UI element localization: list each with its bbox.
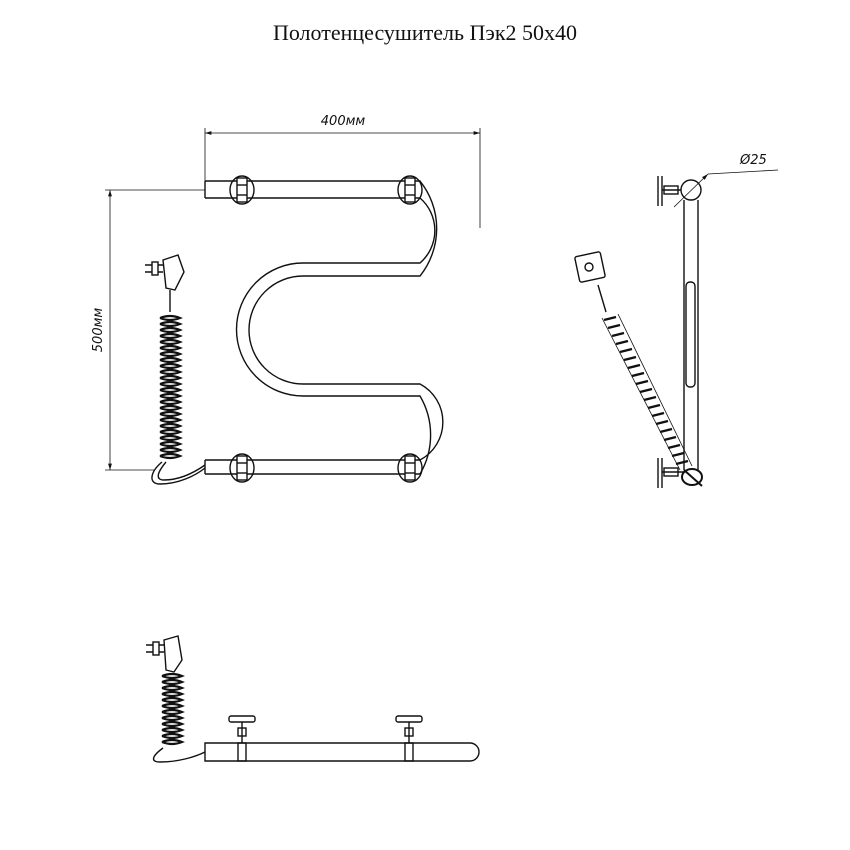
wall-mount-top-view-left xyxy=(229,716,255,761)
pipe-highlight-slot xyxy=(686,282,695,387)
power-plug-front xyxy=(145,255,184,312)
side-view xyxy=(575,170,778,488)
coiled-cord-front xyxy=(160,316,180,458)
wall-mount-bottom-right xyxy=(398,454,422,482)
wall-mount-side-top xyxy=(658,176,681,206)
wall-mount-top-left xyxy=(230,176,254,204)
wall-mount-top-view-right xyxy=(396,716,422,761)
diameter-value: 25 xyxy=(750,153,767,168)
front-view xyxy=(105,128,480,484)
cord-loop-front xyxy=(152,462,205,484)
power-plug-top-view xyxy=(146,636,182,672)
height-dimension-label: 500мм xyxy=(91,307,106,353)
top-view xyxy=(146,636,479,762)
drawing-title: Полотенцесушитель Пэк2 50х40 xyxy=(272,20,578,45)
diameter-dimension-label xyxy=(739,153,767,168)
width-dimension-label: 400мм xyxy=(320,114,366,129)
coiled-cord-top-view xyxy=(162,674,182,744)
power-plug-side xyxy=(575,252,606,312)
pipe-outer-line xyxy=(205,181,443,460)
diameter-symbol: Ø xyxy=(740,153,751,168)
pipe-inner-line xyxy=(205,198,435,474)
coiled-cord-side xyxy=(604,317,688,464)
cord-loop-top-view xyxy=(154,748,205,762)
wall-mount-top-right xyxy=(398,176,422,204)
wall-mount-bottom-left xyxy=(230,454,254,482)
